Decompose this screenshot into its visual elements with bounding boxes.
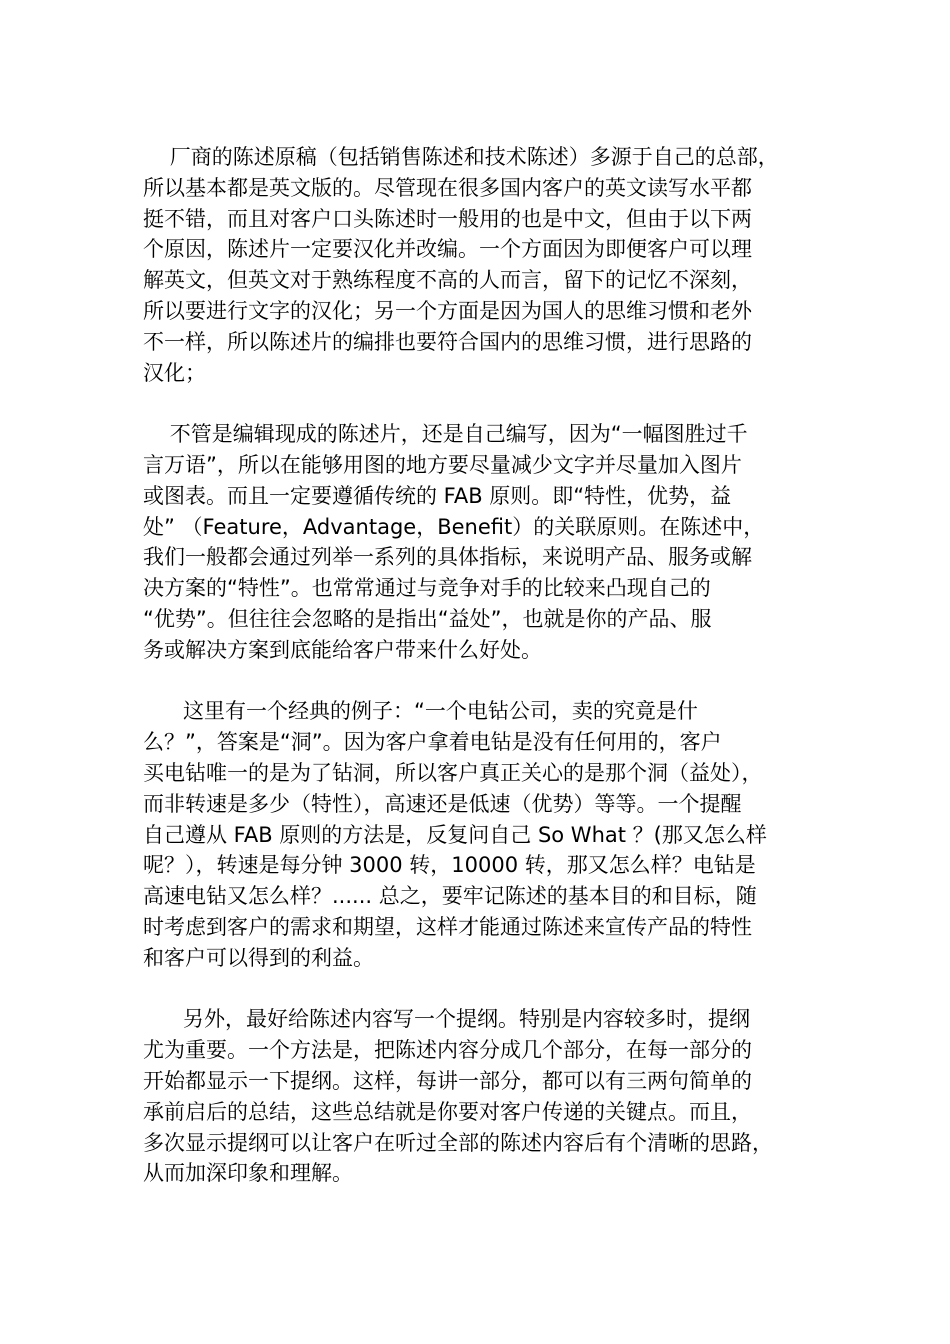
text-line: 开始都显示一下提纲。这样，每讲一部分，都可以有三两句简单的	[143, 1068, 752, 1093]
text-line: 我们一般都会通过列举一系列的具体指标，来说明产品、服务或解	[143, 545, 752, 570]
paragraph-3	[143, 696, 809, 973]
text-line: 而非转速是多少（特性），高速还是低速（优势）等等。一个提醒	[143, 791, 742, 816]
text-line: 这里有一个经典的例子：“一个电钻公司，卖的究竟是什	[143, 699, 698, 724]
text-line: 承前启后的总结，这些总结就是你要对客户传递的关键点。而且，	[143, 1099, 752, 1124]
text-line: 时考虑到客户的需求和期望，这样才能通过陈述来宣传产品的特性	[143, 914, 752, 939]
text-line: 么？”，答案是“洞”。因为客户拿着电钻是没有任何用的，客户	[143, 730, 722, 755]
text-line: 决方案的“特性”。也常常通过与竞争对手的比较来凸现自己的	[143, 576, 711, 601]
paragraph-1	[143, 142, 809, 388]
text-line: 呢？），转速是每分钟 3000 转，10000 转，那又怎么样？电钻是	[143, 853, 756, 878]
paragraph-4	[143, 1004, 809, 1189]
text-line: 挺不错，而且对客户口头陈述时一般用的也是中文，但由于以下两	[143, 206, 752, 231]
text-line: 高速电钻又怎么样？...... 总之，要牢记陈述的基本目的和目标，随	[143, 884, 757, 909]
text-line: 多次显示提纲可以让客户在听过全部的陈述内容后有个清晰的思路，	[143, 1130, 773, 1155]
text-line: 解英文，但英文对于熟练程度不高的人而言，留下的记忆不深刻，	[143, 268, 752, 293]
text-line: 另外，最好给陈述内容写一个提纲。特别是内容较多时，提纲	[143, 1007, 751, 1032]
text-line: 务或解决方案到底能给客户带来什么好处。	[143, 637, 542, 662]
text-line: 从而加深印象和理解。	[143, 1161, 353, 1186]
text-line: 不一样，所以陈述片的编排也要符合国内的思维习惯，进行思路的	[143, 329, 752, 354]
text-line: 所以要进行文字的汉化；另一个方面是因为国人的思维习惯和老外	[143, 298, 752, 323]
text-line: 或图表。而且一定要遵循传统的 FAB 原则。即“特性，优势，益	[143, 483, 732, 508]
text-line: 和客户可以得到的利益。	[143, 945, 374, 970]
text-line: 不管是编辑现成的陈述片，还是自己编写，因为“一幅图胜过千	[143, 422, 748, 447]
document-body	[143, 142, 809, 1220]
text-line: 个原因，陈述片一定要汉化并改编。一个方面因为即便客户可以理	[143, 237, 752, 262]
text-line: 尤为重要。一个方法是，把陈述内容分成几个部分，在每一部分的	[143, 1038, 752, 1063]
text-line: 厂商的陈述原稿（包括销售陈述和技术陈述）多源于自己的总部，	[143, 145, 779, 169]
text-line: 言万语”，所以在能够用图的地方要尽量减少文字并尽量加入图片	[143, 452, 742, 477]
text-line: “优势”。但往往会忽略的是指出“益处”，也就是你的产品、服	[143, 606, 712, 631]
text-line: 汉化；	[143, 360, 206, 385]
text-line: 处” （Feature，Advantage，Benefit）的关联原则。在陈述中，	[143, 514, 765, 539]
text-line: 自己遵从 FAB 原则的方法是，反复问自己 So What ？(那又怎么样	[143, 822, 767, 847]
paragraph-2	[143, 419, 809, 665]
text-line: 所以基本都是英文版的。尽管现在很多国内客户的英文读写水平都	[143, 175, 752, 200]
text-line: 买电钻唯一的是为了钻洞，所以客户真正关心的是那个洞（益处），	[143, 760, 763, 785]
